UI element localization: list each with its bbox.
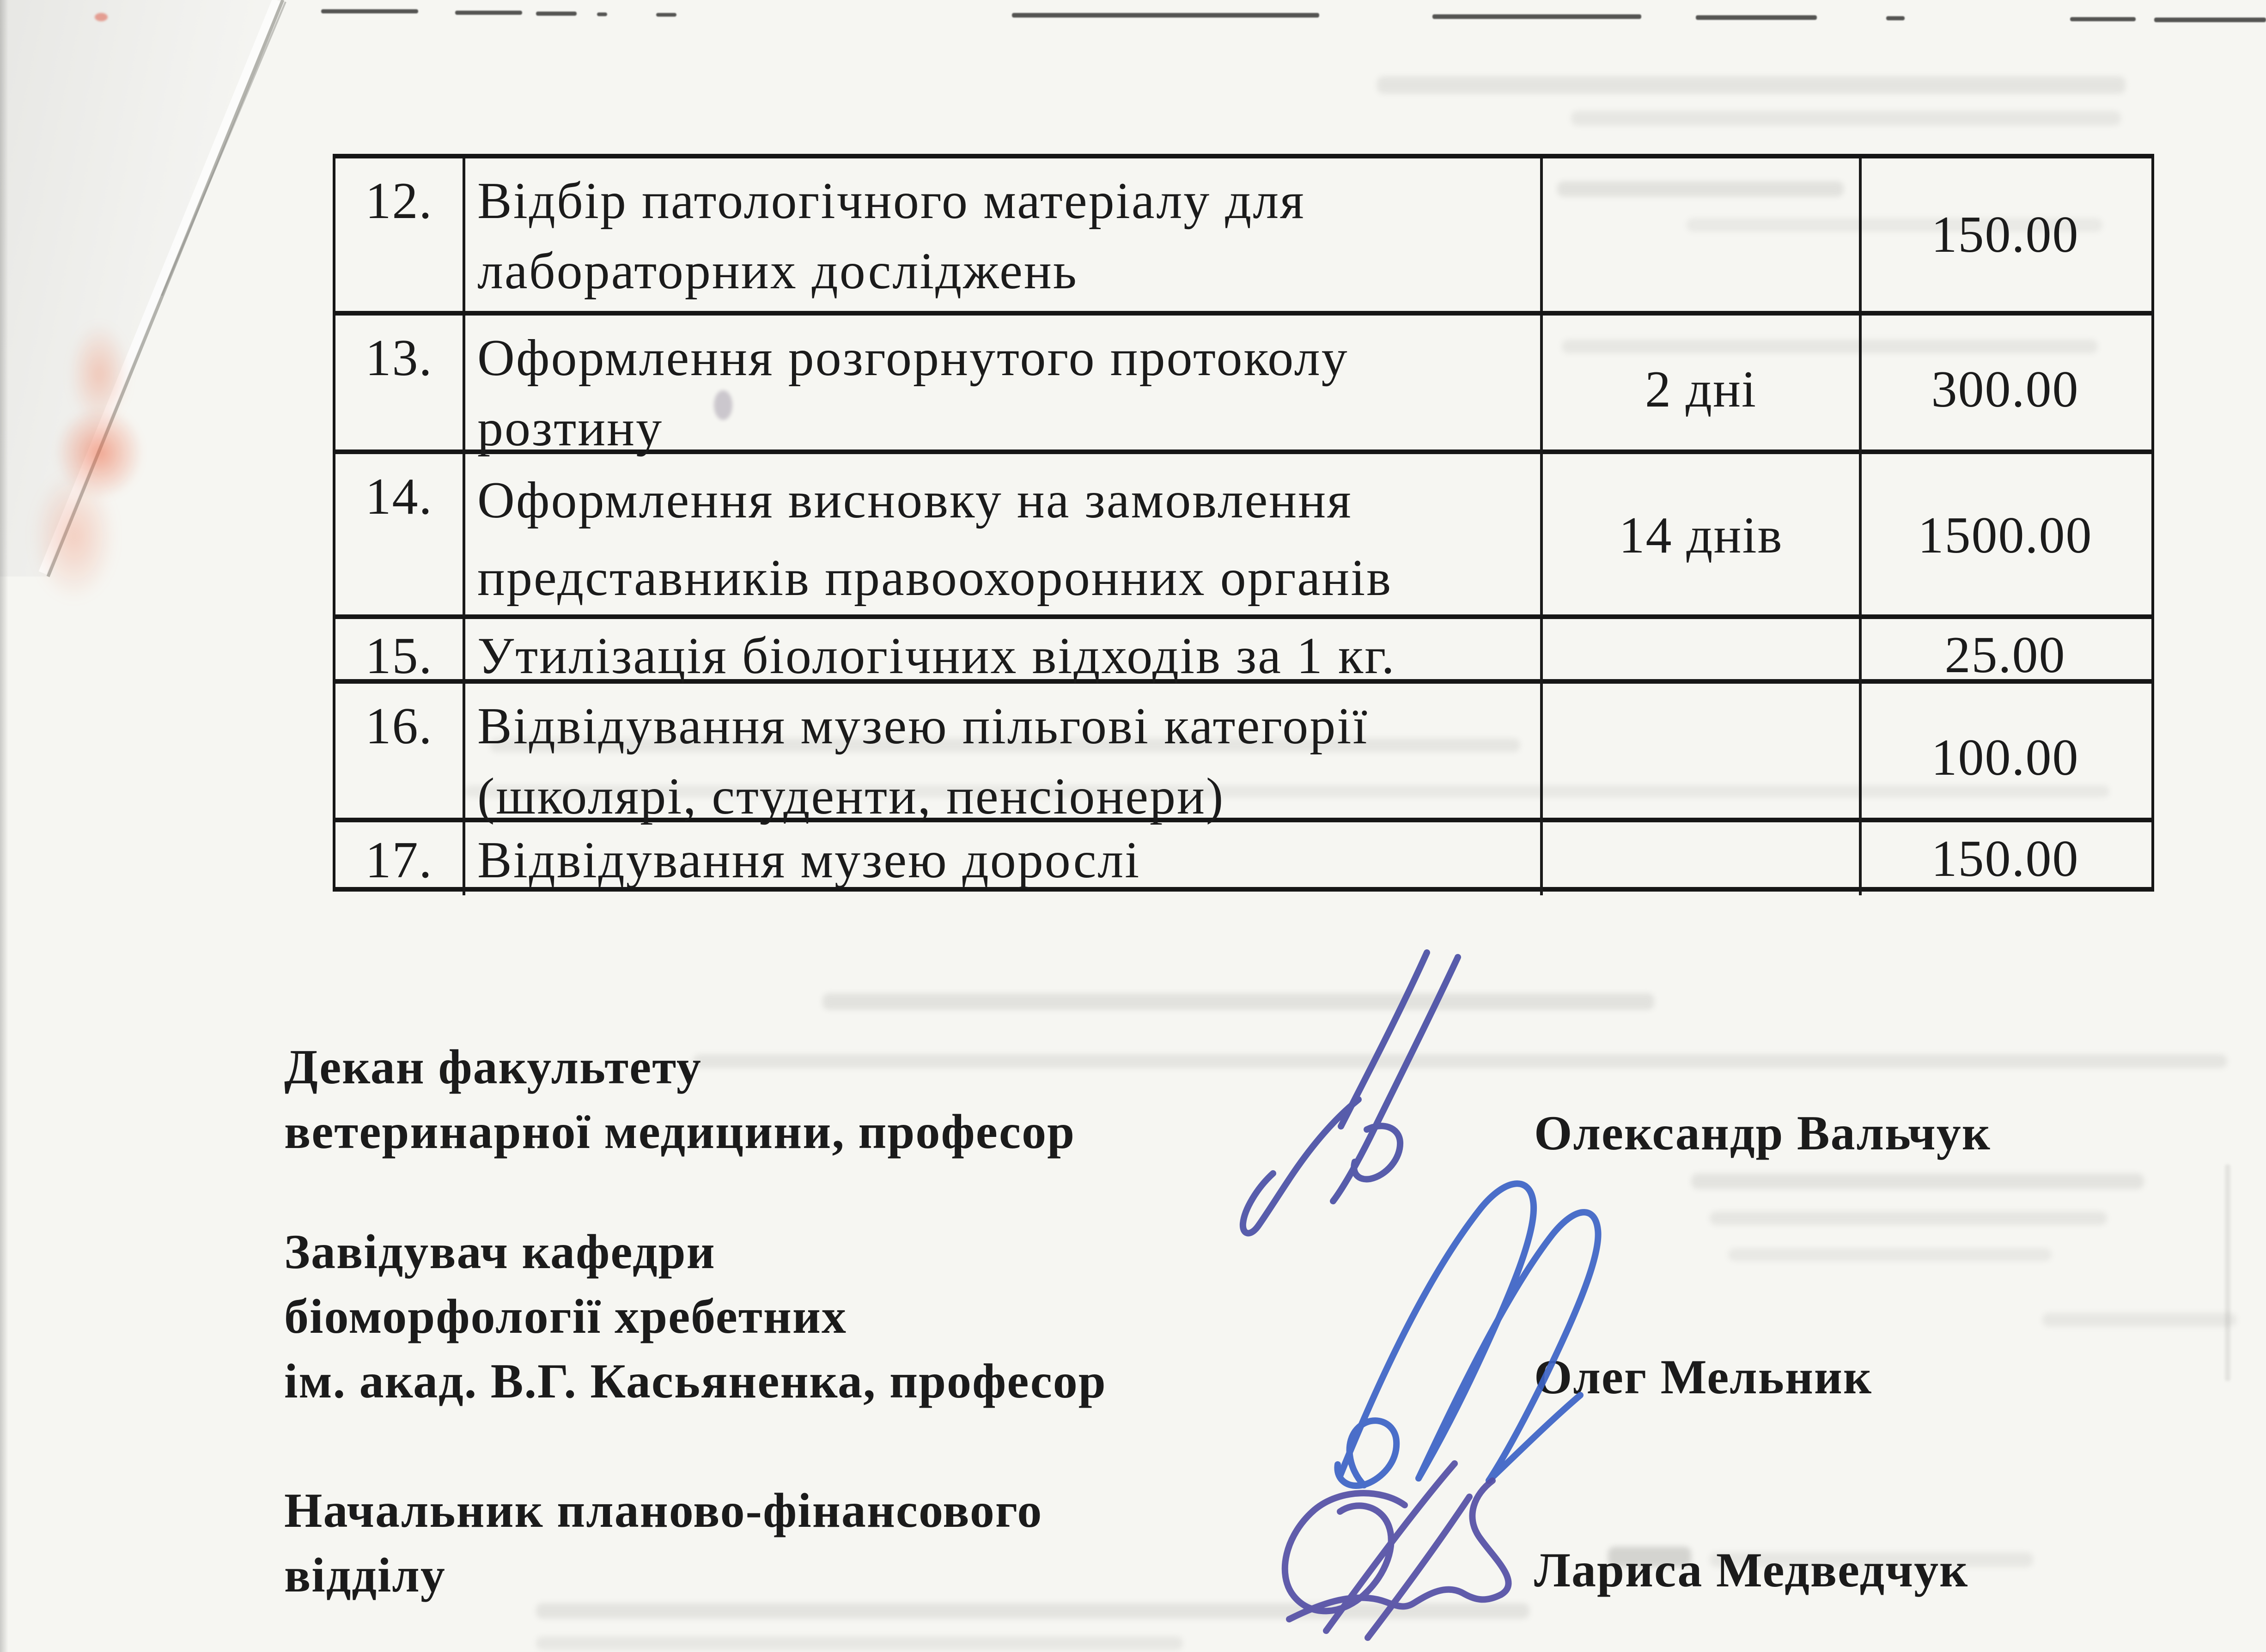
service-description [463,822,1540,895]
term-cell: 2 дні [1540,316,1859,463]
title-line: ім. акад. В.Г. Касьяненка, професор [284,1354,1107,1408]
signatory-title-head-of-department [284,1220,1107,1414]
signature-medvedchuk-ink [1285,1464,1509,1638]
price-cell: 100.00 [1859,684,2149,832]
table-row [335,454,2151,619]
price-cell: 25.00 [1859,619,2149,691]
title-line: Декан факультету [284,1040,702,1094]
signatory-title-dean [284,1035,1075,1164]
row-number: 14. [365,468,433,525]
row-number: 15. [365,627,433,685]
service-description [463,684,1540,832]
service-description [463,619,1540,691]
row-number: 13. [365,329,433,387]
row-number: 12. [365,172,433,230]
term-cell: 14 днів [1540,454,1859,617]
price-cell: 150.00 [1859,822,2149,895]
signature-melnyk-ink [1337,1184,1598,1486]
signatory-title-finance-chief [284,1478,1042,1608]
price-cell: 300.00 [1859,316,2149,463]
description-line: Оформлення розгорнутого протоколу [477,329,1349,387]
term-cell [1540,822,1859,895]
description-line: Утилізація біологічних відходів за 1 кг. [477,627,1396,685]
table-row [335,822,2151,892]
page-fold-corner [0,0,305,582]
row-number: 16. [365,698,433,755]
table-row [335,619,2151,684]
description-line: представників правоохоронних органів [477,549,1393,607]
price-cell: 150.00 [1859,158,2149,311]
title-line: відділу [284,1548,446,1602]
signatory-name-melnyk: Олег Мельник [1534,1350,1873,1404]
description-line: лабораторних досліджень [477,243,1078,300]
service-description [463,454,1540,617]
description-line: розтину [477,400,664,457]
term-cell [1540,684,1859,832]
term-cell [1540,619,1859,691]
description-line: Відбір патологічного матеріалу для [477,172,1305,230]
table-row [335,316,2151,457]
scanner-edge-shadow [0,0,8,1652]
table-row [335,684,2151,825]
title-line: біоморфології хребетних [284,1289,847,1343]
signature-valchuk-ink [1243,953,1458,1233]
description-line: Відвідування музею дорослі [477,832,1141,889]
service-description [463,316,1540,463]
description-line: Оформлення висновку на замовлення [477,472,1352,529]
title-line: Завідувач кафедри [284,1225,716,1279]
title-line: ветеринарної медицини, професор [284,1105,1076,1159]
signatory-name-medvedchuk: Лариса Медведчук [1534,1543,1969,1597]
service-description [463,158,1540,311]
price-cell: 1500.00 [1859,454,2149,617]
table-row [335,158,2151,316]
term-cell [1540,158,1859,311]
signatory-name-valchuk: Олександр Вальчук [1534,1106,1991,1160]
title-line: Начальник планово-фінансового [284,1483,1043,1537]
services-price-table [333,154,2154,892]
description-line: (школярі, студенти, пенсіонери) [477,768,1225,825]
description-line: Відвідування музею пільгові категорії [477,698,1369,755]
row-number: 17. [365,832,433,889]
